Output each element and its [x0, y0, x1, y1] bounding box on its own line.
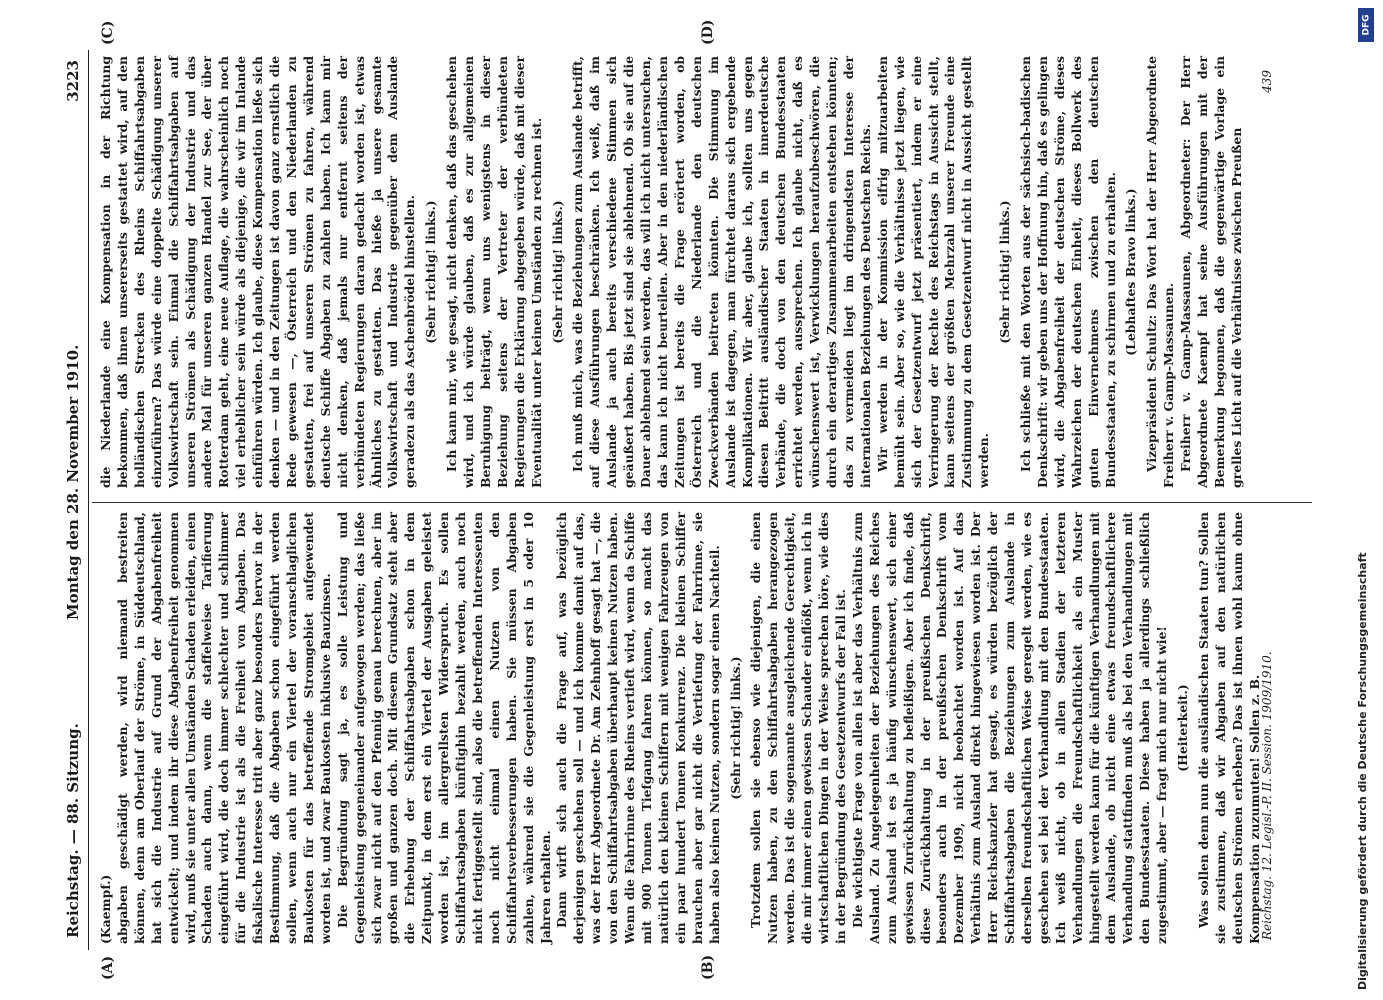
interjection: (Sehr richtig! links.) — [997, 200, 1013, 344]
rotated-document — [60, 19, 1350, 980]
footer-session: Reichstag. 12. Legisl.-P. II. Session. 1909/1910. — [1260, 651, 1274, 940]
margin-marker-c: (C) — [100, 20, 116, 45]
paragraph: Ich schließe mit den Worten aus der sächsisch-badischen Denkschrift: wir geben uns der Hoffnung hin, daß es gelingen wird, die Abgabenfreiheit der deutschen Ströme, dieses Wahrzeichen der deutschen Einheit, dieses Bollwerk des guten Einvernehmens zwischen den deutschen Bundesstaaten, zu schirmen und zu erhalten. — [1018, 56, 1118, 488]
interjection: (Sehr richtig! links.) — [549, 200, 565, 344]
paragraph: Vizepräsident Schultz: Das Wort hat der Herr Abgeordnete Freiherr v. Gamp-Massaunen. — [1144, 56, 1177, 488]
paragraph: Dann wirft sich auch die Frage auf, was bezüglich derjenigen geschehen soll — und ich komme damit auf das, was der Herr Abgeordnete Dr. Am Zehnhoff gesagt hat —, die von den Schiffahrtsabgaben überhaupt keinen Nutzen haben. Wenn die Fahrrinne des Rheins vertieft wird, wenn da Schiffe mit 900 Tonnen Tiefgang fahren können, so macht das natürlich den kleinen Schiffern mit wenigen Fahrzeugen von ein paar hundert Tonnen Konkurrenz. Die kleinen Schiffer brauchen aber gar nicht die Vertiefung der Fahrrinne, sie haben also keinen Nutzen, sondern sogar einen Nachteil. — [554, 512, 722, 944]
footer-sheet-number: 439 — [1260, 70, 1274, 93]
interjection: (Sehr richtig! links.) — [727, 656, 743, 800]
dfg-logo-text: DFG — [1361, 14, 1372, 36]
column-right — [98, 56, 1244, 488]
page-header — [60, 50, 88, 950]
interjection: (Heiterkeit.) — [1175, 684, 1191, 772]
margin-marker-b: (B) — [700, 954, 716, 980]
paragraph: die Niederlande eine Kompensation in der Richtung bekommen, daß ihnen unsererseits gestattet wird, auf den holländischen Strecken des Rheins Schiffahrtsabgaben einzuführen? Das würde eine doppelte Schädigung unserer Volkswirtschaft sein. Einmal die Schiffahrtsabgaben auf unseren Strömen als Schädigung der Industrie und das andere Mal für unseren ganzen Handel zur See, der über Rotterdam geht, eine neue Auflage, die wahrscheinlich noch viel erheblicher sein würde als diejenige, die wir im Inlande einführen würden. Ich glaube, diese Kompensation ließe sich denken — und in den Zeitungen ist davon ganz ernstlich die Rede gewesen —, Österreich und den Niederlanden zu gestatten, frei auf unseren Strömen zu fahren, während deutsche Schiffe Abgaben zu zahlen haben. Ich kann mir nicht denken, daß jemals nur entfernt seitens der verbündeten Regierungen daran gedacht worden ist, etwas Ähnliches zu gestatten. Das hieße ja unsere gesamte Volkswirtschaft und Industrie gegenüber dem Auslande geradezu als das Aschenbrödel hinstellen. — [98, 56, 418, 488]
header-left: Reichstag. — 88. Sitzung. — [64, 723, 82, 938]
digitization-credit: Digitalisierung gefördert durch die Deutsche Forschungsgemeinschaft — [1356, 552, 1369, 990]
paragraph: Die Begründung sagt ja, es solle Leistung und Gegenleistung gegeneinander aufgewogen werden; das ließe sich zwar nicht auf den Pfennig genau berechnen, aber im großen und ganzen doch. Mit diesem Grundsatz steht aber die Erhebung der Schiffahrtsabgaben schon in dem Zeitpunkt, in dem erst ein Viertel der Ausgaben geleistet worden ist, im allergrellsten Widerspruch. Es sollen Schiffahrtsabgaben künftighin bezahlt werden, auch noch nicht fertiggestellt sind, also die betreffenden Interessenten noch nicht einmal einen Nutzen von den Schiffahrtsverbesserungen haben. Sie müssen Abgaben zahlen, während sie die Gegenleistung erst in 5 oder 10 Jahren erhalten. — [334, 512, 553, 944]
interjection: (Lebhaftes Bravo links.) — [1123, 188, 1139, 356]
header-rule — [88, 50, 89, 950]
dfg-logo — [1358, 8, 1374, 42]
paragraph: abgaben geschädigt werden, wird niemand bestreiten können, denn am Oberlauf der Ströme, in Süddeutschland, hat sich die Industrie auf Grund der Abgabenfreiheit entwickelt; und indem ihr diese Abgabenfreiheit genommen wird, muß sie unter allen Umständen Schaden erleiden, einen Schaden auch dann, wenn die staffelweise Tarifierung eingeführt wird, die doch immer schlechter und schlimmer für die Industrie ist als die Freiheit von Abgaben. Das fiskalische Interesse tritt aber ganz besonders hervor in der Bestimmung, daß die Abgaben schon eingeführt werden sollen, wenn auch nur ein Viertel der voranschlaglichen Baukosten für das betreffende Stromgebiet aufgewendet worden ist, und zwar Baukosten inklusive Bauzinsen. — [114, 512, 333, 944]
paragraph: Ich muß mich, was die Beziehungen zum Auslande betrifft, auf diese Ausführungen beschränken. Ich weiß, daß im Auslande ja auch bereits verschiedene Stimmen sich geäußert haben. Bis jetzt sind sie ablehnend. Ob sie auf die Dauer ablehnend sein werden, das will ich nicht untersuchen, das kann ich nicht beurteilen. Aber in den niederländischen Zeitungen ist bereits die Frage erörtert worden, ob Österreich und die Niederlande den deutschen Zweckverbänden beitreten könnten. Die Stimmung im Auslande ist dagegen, man fürchtet daraus sich ergebende Komplikationen. Wir aber, glaube ich, sollten uns gegen diesen Beitritt ausländischer Staaten in innerdeutsche Verbände, die doch von den deutschen Bundesstaaten errichtet werden, aussprechen. Ich glaube nicht, daß es wünschenswert ist, Verwicklungen heraufzubeschwören, die durch ein derartiges Zusammenarbeiten entstehen könnten; das zu vermeiden liegt im dringendsten Interesse der internationalen Beziehungen des Deutschen Reichs. — [570, 56, 873, 488]
paragraph: Was sollen denn nun die ausländischen Staaten tun? Sollen sie zustimmen, daß wir Abgaben auf den natürlichen deutschen Strömen erheben? Das ist ihnen wohl kaum ohne Kompensation zuzumuten! Sollen z. B. — [1196, 512, 1262, 944]
column-left — [98, 512, 1262, 944]
header-date: Montag den 28. November 1910. — [64, 344, 82, 620]
page-number: 3223 — [64, 60, 82, 102]
margin-marker-d: (D) — [700, 19, 716, 45]
interjection: (Sehr richtig! links.) — [423, 200, 439, 344]
paragraph: Freiherr v. Gamp-Massaunen, Abgeordneter: Der Herr Abgeordnete Kaempf hat seine Ausführungen mit der Bemerkung begonnen, daß die gegenwärtige Vorlage ein grelles Licht auf die Verhältnisse zwischen Preußen — [1178, 56, 1244, 488]
paragraph: Wir werden in der Kommission eifrig mitzuarbeiten bemüht sein. Aber so, wie die Verhältnisse jetzt liegen, wie sich der Gesetzentwurf jetzt präsentiert, indem er eine Verringerung der Rechte des Reichstags in Aussicht stellt, kann seitens der größten Mehrzahl unserer Freunde eine Zustimmung zu dem Gesetzentwurf nicht in Aussicht gestellt werden. — [874, 56, 992, 488]
paragraph: Ich kann mir, wie gesagt, nicht denken, daß das geschehen wird, und ich würde glauben, daß es zur allgemeinen Beruhigung beiträgt, wenn uns wenigstens in dieser Beziehung seitens der Vertreter der verbündeten Regierungen die Erklärung abgegeben würde, daß mit dieser Eventualität unter keinen Umständen zu rechnen ist. — [444, 56, 544, 488]
paragraph: Trotzdem sollen sie ebenso wie diejenigen, die einen Nutzen haben, zu den Schiffahrtsabgaben herangezogen werden. Das ist die sogenannte ausgleichende Gerechtigkeit, die mir immer einen gewissen Schauder einflößt, wenn ich in wirtschaftlichen Dingen in der Weise sprechen höre, wie dies in der Begründung des Gesetzentwurfs der Fall ist. — [748, 512, 848, 944]
paragraph: Die wichtigste Frage von allen ist aber das Verhältnis zum Ausland. Zu Angelegenheiten der Beziehungen des Reiches zum Ausland ist es ja häufig wünschenswert, sich einer gewissen Zurückhaltung zu befleißigen. Aber ich finde, daß diese Zurückhaltung in der preußischen Denkschrift, besonders auch in der preußischen Denkschrift vom Dezember 1909, nicht beobachtet worden ist. Auf das Verhältnis zum Ausland direkt hingewiesen worden ist. Der Herr Reichskanzler hat gesagt, es würden bezüglich der Schiffahrtsabgaben die Beziehungen zum Auslande in derselben freundschaftlichen Weise geregelt werden, wie es geschehen sei bei der Verhandlung mit den Bundesstaaten. Ich weiß nicht, ob in allen Stadien der letzteren Verhandlungen die Freundschaftlichkeit als ein Muster hingestellt werden kann für die künftigen Verhandlungen mit dem Auslande, ob nicht eine etwas freundschaftlichere Verhandlung stattfinden muß als bei den Verhandlungen mit den Bundesstaaten. Diese haben ja allerdings schließlich zugestimmt, aber — fragt mich nur nicht wie! — [849, 512, 1170, 944]
margin-marker-a: (A) — [100, 955, 116, 980]
column-divider — [92, 502, 1312, 503]
speaker-note: (Kaempf.) — [98, 874, 113, 944]
